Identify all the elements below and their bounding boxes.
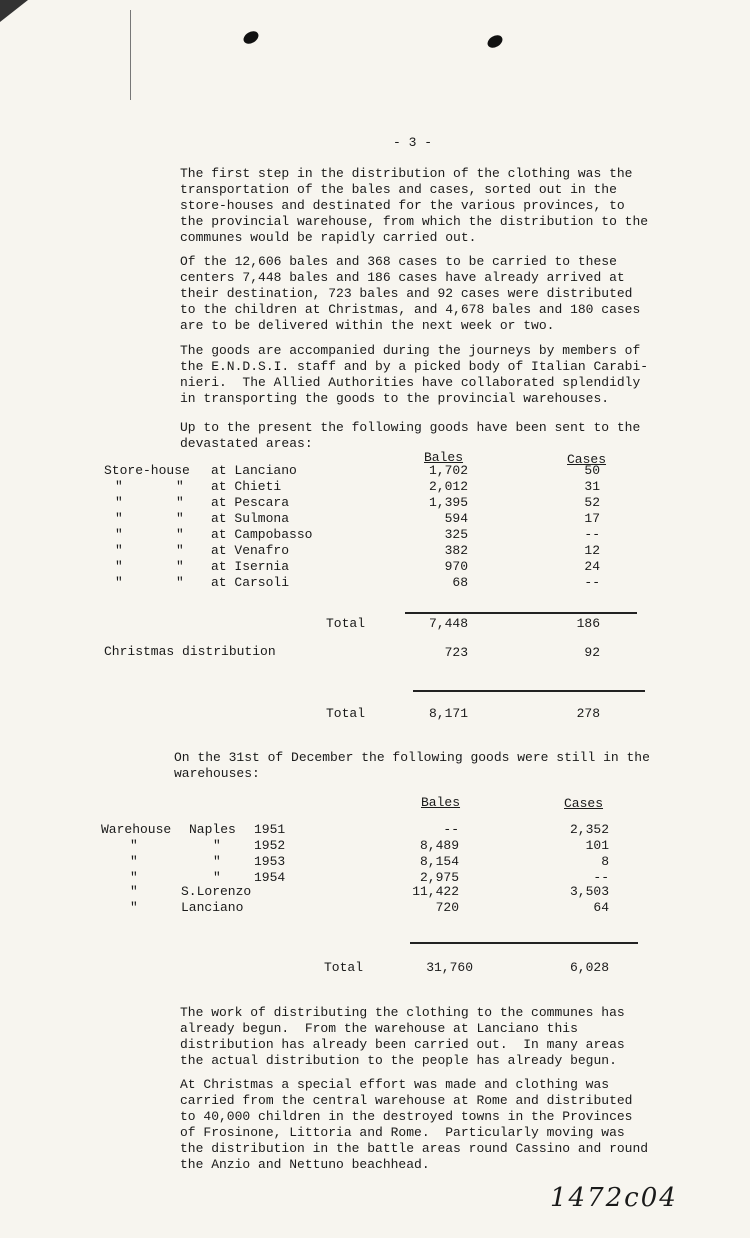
ditto-mark: "	[130, 838, 138, 853]
row-location: Lanciano	[181, 900, 244, 915]
ditto-mark: "	[176, 543, 184, 558]
table2-cases-header: Cases	[564, 796, 604, 811]
ditto-mark: "	[130, 854, 138, 869]
row-bales: 720	[435, 900, 459, 915]
row-year: 1954	[254, 870, 286, 885]
paragraph-5	[174, 750, 714, 782]
row-bales: 382	[444, 543, 468, 558]
text-line: to 40,000 children in the destroyed towns in the Provinces	[180, 1109, 633, 1124]
table-row	[0, 463, 750, 479]
row-bales: --	[443, 822, 459, 837]
table-row	[0, 495, 750, 511]
ditto-mark: "	[115, 575, 123, 590]
text-line: the Anzio and Nettuno beachhead.	[180, 1157, 430, 1172]
corner-mark	[0, 0, 28, 22]
row-location: at Venafro	[211, 543, 290, 558]
row-year: 1953	[254, 854, 286, 869]
ditto-mark: "	[176, 527, 184, 542]
paragraph-1	[180, 166, 720, 246]
row-cases: 64	[593, 900, 609, 915]
table2-total-rule	[410, 942, 638, 944]
row-bales: 594	[444, 511, 468, 526]
row-location: at Sulmona	[211, 511, 290, 526]
ditto-mark: "	[115, 559, 123, 574]
text-line: the distribution in the battle areas round Cassino and round	[180, 1141, 649, 1156]
ink-blot-right	[485, 33, 504, 51]
subtotal-label: Total	[326, 616, 366, 631]
text-line: devastated areas:	[180, 436, 313, 451]
text-line: of Frosinone, Littoria and Rome. Particularly moving was	[180, 1125, 625, 1140]
table2-total-label: Total	[324, 960, 364, 975]
christmas-bales: 723	[444, 645, 468, 660]
row-cases: --	[593, 870, 609, 885]
table-row	[0, 543, 750, 559]
paragraph-6	[180, 1005, 720, 1069]
row-bales: 2,012	[428, 479, 468, 494]
ditto-mark: "	[115, 543, 123, 558]
row-bales: 970	[444, 559, 468, 574]
table1-cases-header: Cases	[567, 452, 607, 467]
margin-line	[130, 10, 131, 100]
text-line: are to be delivered within the next week or two.	[180, 318, 555, 333]
row-cases: 8	[601, 854, 609, 869]
table-row	[0, 822, 750, 838]
row-cases: 31	[584, 479, 600, 494]
row-cases: 12	[584, 543, 600, 558]
text-line: distribution has already been carried out. In many areas	[180, 1037, 625, 1052]
row-cases: 101	[585, 838, 609, 853]
row-location: at Campobasso	[211, 527, 313, 542]
row-location: at Pescara	[211, 495, 290, 510]
text-line: store-houses and destinated for the various provinces, to	[180, 198, 625, 213]
text-line: their destination, 723 bales and 92 cases were distributed	[180, 286, 633, 301]
row-year: 1951	[254, 822, 286, 837]
table-row	[0, 884, 750, 900]
text-line: the actual distribution to the people has already begun.	[180, 1053, 617, 1068]
text-line: Up to the present the following goods have been sent to the	[180, 420, 641, 435]
table1-bales-header: Bales	[424, 450, 464, 465]
table-row	[0, 575, 750, 591]
row-bales: 8,489	[419, 838, 459, 853]
subtotal-cases: 186	[576, 616, 600, 631]
row-location: at Lanciano	[211, 463, 297, 478]
ditto-mark: "	[115, 479, 123, 494]
ink-blot-left	[241, 29, 260, 47]
text-line: to the children at Christmas, and 4,678 bales and 180 cases	[180, 302, 641, 317]
row-location: at Chieti	[211, 479, 282, 494]
grand-total-bales: 8,171	[428, 706, 468, 721]
table-row	[0, 838, 750, 854]
ditto-mark: "	[176, 479, 184, 494]
row-cases: 3,503	[569, 884, 609, 899]
row-location: S.Lorenzo	[181, 884, 252, 899]
ditto-mark: "	[176, 559, 184, 574]
text-line: centers 7,448 bales and 186 cases have already arrived at	[180, 270, 625, 285]
ditto-mark: "	[176, 495, 184, 510]
ditto-mark: "	[176, 575, 184, 590]
paragraph-7	[180, 1077, 720, 1173]
ditto-mark: "	[176, 511, 184, 526]
text-line: the E.N.D.S.I. staff and by a picked body of Italian Carabi-	[180, 359, 649, 374]
total-rule	[413, 690, 645, 692]
row-cases: 52	[584, 495, 600, 510]
row-location: at Isernia	[211, 559, 290, 574]
text-line: already begun. From the warehouse at Lanciano this	[180, 1021, 578, 1036]
ditto-mark: "	[130, 870, 138, 885]
text-line: Of the 12,606 bales and 368 cases to be carried to these	[180, 254, 617, 269]
ditto-mark: "	[213, 838, 221, 853]
row-cases: 17	[584, 511, 600, 526]
row-cases: 50	[584, 463, 600, 478]
text-line: At Christmas a special effort was made and clothing was	[180, 1077, 610, 1092]
text-line: nieri. The Allied Authorities have collaborated splendidly	[180, 375, 641, 390]
row-label: Warehouse	[101, 822, 172, 837]
paragraph-4	[180, 420, 720, 452]
subtotal-bales: 7,448	[428, 616, 468, 631]
table-row	[0, 854, 750, 870]
text-line: transportation of the bales and cases, sorted out in the	[180, 182, 617, 197]
row-bales: 2,975	[419, 870, 459, 885]
row-label: Store-house	[104, 463, 190, 478]
row-cases: 24	[584, 559, 600, 574]
page-number: - 3 -	[393, 135, 433, 150]
table-row	[0, 527, 750, 543]
table-row	[0, 479, 750, 495]
ditto-mark: "	[213, 854, 221, 869]
row-year: 1952	[254, 838, 286, 853]
text-line: communes would be rapidly carried out.	[180, 230, 477, 245]
row-bales: 325	[444, 527, 468, 542]
ditto-mark: "	[130, 900, 138, 915]
table-row	[0, 559, 750, 575]
row-cases: 2,352	[569, 822, 609, 837]
ditto-mark: "	[115, 527, 123, 542]
row-bales: 11,422	[412, 884, 459, 899]
text-line: the provincial warehouse, from which the distribution to the	[180, 214, 649, 229]
row-bales: 68	[452, 575, 468, 590]
row-bales: 1,702	[428, 463, 468, 478]
row-location: at Carsoli	[211, 575, 290, 590]
row-cases: --	[584, 575, 600, 590]
paragraph-3	[180, 343, 720, 407]
table-row	[0, 511, 750, 527]
table2-total-cases: 6,028	[569, 960, 609, 975]
christmas-label: Christmas distribution	[104, 644, 276, 659]
handwritten-reference: 1472c04	[550, 1183, 678, 1213]
text-line: The work of distributing the clothing to the communes has	[180, 1005, 625, 1020]
text-line: in transporting the goods to the provincial warehouses.	[180, 391, 610, 406]
text-line: warehouses:	[174, 766, 260, 781]
ditto-mark: "	[115, 511, 123, 526]
row-location: Naples	[189, 822, 236, 837]
table2-total-bales: 31,760	[426, 960, 473, 975]
text-line: carried from the central warehouse at Rome and distributed	[180, 1093, 633, 1108]
christmas-cases: 92	[584, 645, 600, 660]
text-line: The goods are accompanied during the journeys by members of	[180, 343, 641, 358]
text-line: On the 31st of December the following goods were still in the	[174, 750, 650, 765]
row-cases: --	[584, 527, 600, 542]
row-bales: 8,154	[419, 854, 459, 869]
grand-total-cases: 278	[576, 706, 600, 721]
grand-total-label: Total	[326, 706, 366, 721]
ditto-mark: "	[213, 870, 221, 885]
ditto-mark: "	[115, 495, 123, 510]
row-bales: 1,395	[428, 495, 468, 510]
text-line: The first step in the distribution of the clothing was the	[180, 166, 633, 181]
table-row	[0, 900, 750, 916]
table2-bales-header: Bales	[421, 795, 461, 810]
subtotal-rule	[405, 612, 637, 614]
ditto-mark: "	[130, 884, 138, 899]
paragraph-2	[180, 254, 720, 334]
